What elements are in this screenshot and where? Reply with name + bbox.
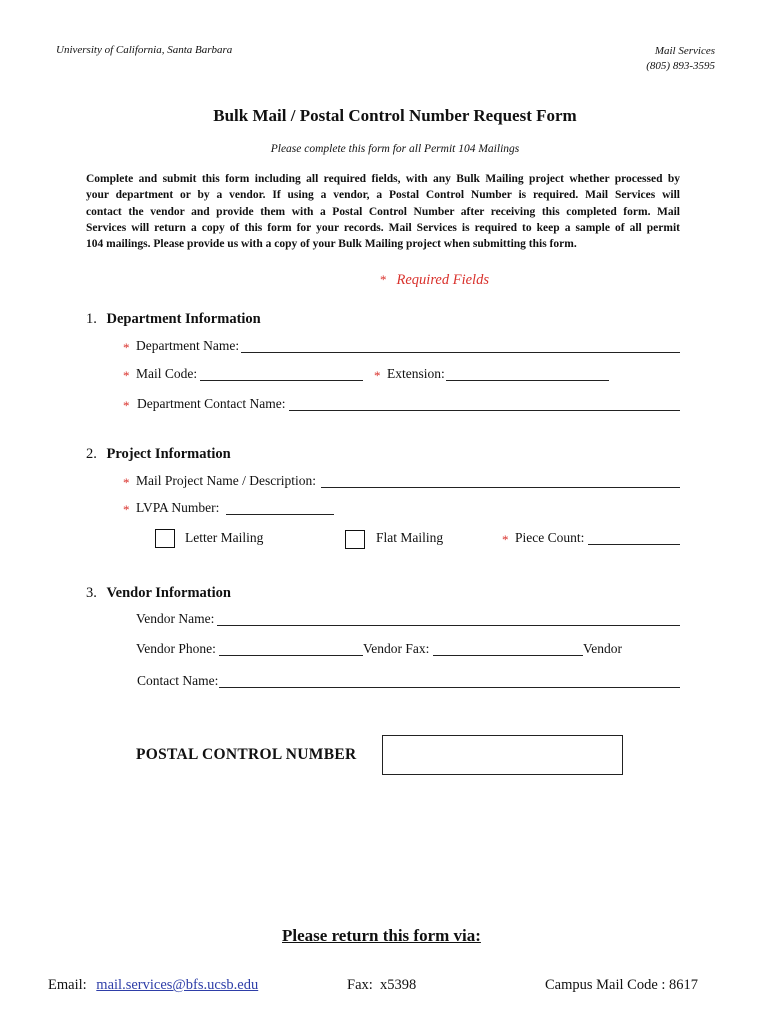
vendor-phone-field[interactable] xyxy=(219,655,363,656)
vendor-fax-label: Vendor Fax: xyxy=(363,641,430,656)
intro-line: contact the vendor and provide them with a Postal Control Number after receiving this completed form. Mail xyxy=(86,205,680,218)
mail-code-field[interactable] xyxy=(200,380,363,381)
flat-mailing-label: Flat Mailing xyxy=(376,530,444,545)
required-star-icon: * xyxy=(123,502,130,517)
page-subtitle: Please complete this form for all Permit 104 Mailings xyxy=(270,143,520,155)
intro-paragraph xyxy=(86,171,680,252)
vendor-fax-field[interactable] xyxy=(433,655,583,656)
section-project-heading xyxy=(86,446,231,463)
section-title: Project Information xyxy=(106,446,231,462)
letter-mailing-checkbox[interactable] xyxy=(155,529,175,548)
required-star-icon: * xyxy=(374,368,381,383)
intro-line: Services will return a copy of this form for your records. Mail Services is required to keep a sample of all permit xyxy=(86,221,680,234)
department-name-field[interactable] xyxy=(241,352,680,353)
section-title: Department Information xyxy=(106,311,261,327)
required-fields-label: Required Fields xyxy=(396,272,489,288)
required-star-icon: * xyxy=(502,532,509,547)
required-star-icon: * xyxy=(123,368,130,383)
page-title: Bulk Mail / Postal Control Number Request Form xyxy=(213,106,577,125)
section-number: 3. xyxy=(86,585,97,601)
vendor-name-field[interactable] xyxy=(217,625,680,626)
section-department-heading xyxy=(86,311,261,328)
intro-line: Complete and submit this form including all required fields, with any Bulk Mailing project whether processed by xyxy=(86,173,680,185)
mail-services-contact xyxy=(646,44,715,74)
extension-label: Extension: xyxy=(387,366,445,381)
vendor-name-label: Vendor Name: xyxy=(136,611,215,626)
email-link[interactable]: mail.services@bfs.ucsb.edu xyxy=(96,977,259,993)
required-star-icon: * xyxy=(380,272,387,287)
required-star-icon: * xyxy=(123,475,130,490)
section-number: 1. xyxy=(86,311,97,327)
required-star-icon: * xyxy=(123,340,130,355)
piece-count-label: Piece Count: xyxy=(515,530,585,545)
fax-number: Fax: x5398 xyxy=(347,977,417,993)
return-heading: Please return this form via: xyxy=(282,926,481,945)
mail-code-label: Mail Code: xyxy=(136,366,198,381)
institution-name: University of California, Santa Barbara xyxy=(56,44,233,56)
vendor-contact-label: Contact Name: xyxy=(137,673,219,688)
mail-services-label: Mail Services xyxy=(654,45,715,57)
project-name-label: Mail Project Name / Description: xyxy=(136,473,316,488)
email-contact xyxy=(48,977,258,994)
department-contact-field[interactable] xyxy=(289,410,680,411)
vendor-contact-field[interactable] xyxy=(219,687,680,688)
intro-line: your department or by a vendor. If using a vendor, a Postal Control Number is required. Mail Services will xyxy=(86,189,680,202)
section-title: Vendor Information xyxy=(106,585,231,601)
intro-line: 104 mailings. Please provide us with a copy of your Bulk Mailing project when submitting this form. xyxy=(86,238,577,251)
required-fields-note xyxy=(380,271,489,289)
email-label: Email: xyxy=(48,977,87,993)
section-number: 2. xyxy=(86,446,97,462)
campus-mail-code: Campus Mail Code : 8617 xyxy=(545,977,699,993)
lvpa-label: LVPA Number: xyxy=(136,500,220,515)
section-vendor-heading xyxy=(86,585,231,602)
project-name-field[interactable] xyxy=(321,487,680,488)
extension-field[interactable] xyxy=(446,380,609,381)
mail-services-phone: (805) 893-3595 xyxy=(646,60,715,72)
department-contact-label: Department Contact Name: xyxy=(137,396,286,411)
letter-mailing-label: Letter Mailing xyxy=(185,530,264,545)
flat-mailing-checkbox[interactable] xyxy=(345,530,365,549)
postal-control-number-label: POSTAL CONTROL NUMBER xyxy=(136,746,357,763)
piece-count-field[interactable] xyxy=(588,544,680,545)
lvpa-field[interactable] xyxy=(226,514,334,515)
vendor-word: Vendor xyxy=(583,641,622,656)
department-name-label: Department Name: xyxy=(136,338,240,353)
required-star-icon: * xyxy=(123,398,130,413)
vendor-phone-label: Vendor Phone: xyxy=(136,641,216,656)
postal-control-number-box[interactable] xyxy=(382,735,623,775)
